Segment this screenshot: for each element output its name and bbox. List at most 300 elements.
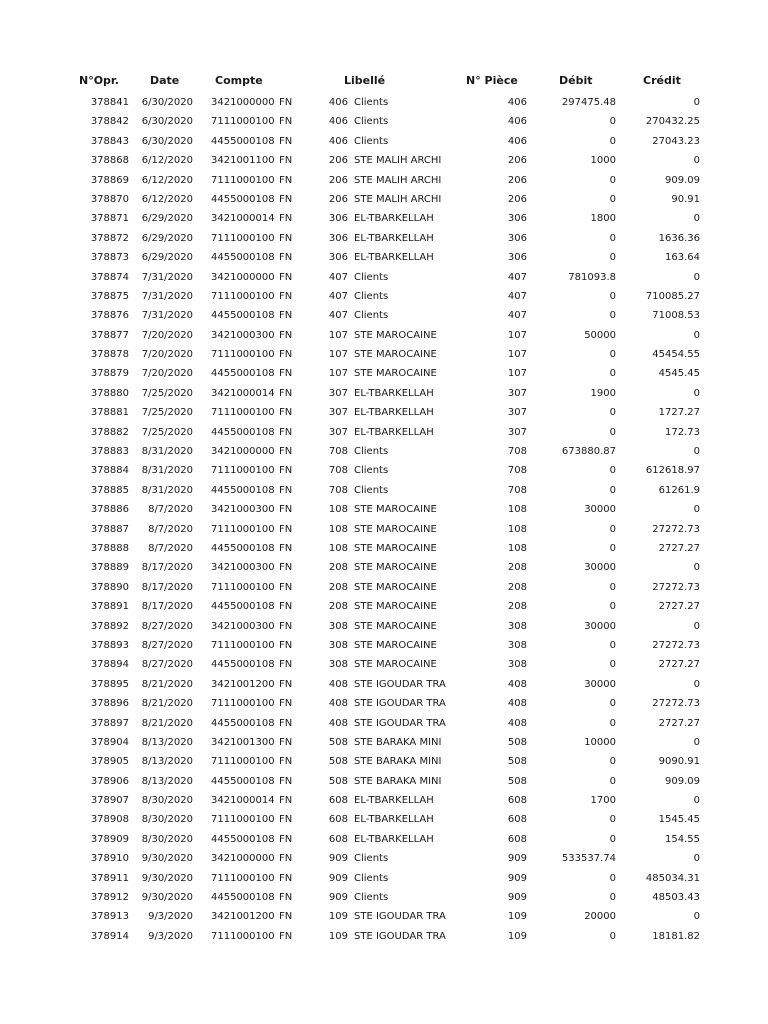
cell-journal: FN	[279, 329, 293, 341]
cell-label: EL-TBARKELLAH	[354, 232, 434, 244]
cell-date: 8/27/2020	[141, 620, 193, 632]
cell-debit: 0	[609, 698, 616, 710]
cell-account: 4455000108	[211, 542, 275, 554]
cell-piece: 708	[507, 484, 527, 496]
cell-piece: 608	[507, 814, 527, 826]
cell-num: 107	[328, 368, 348, 380]
cell-label: STE IGOUDAR TRA	[354, 698, 446, 710]
cell-credit: 0	[693, 562, 700, 574]
cell-num: 308	[328, 639, 348, 651]
cell-account: 4455000108	[211, 193, 275, 205]
cell-piece: 406	[507, 135, 527, 147]
cell-credit: 0	[693, 155, 700, 167]
cell-date: 6/30/2020	[141, 116, 193, 128]
cell-debit: 30000	[584, 678, 616, 690]
cell-journal: FN	[279, 368, 293, 380]
table-header	[0, 74, 768, 90]
table-row	[0, 773, 768, 792]
cell-label: STE IGOUDAR TRA	[354, 678, 446, 690]
cell-debit: 0	[609, 193, 616, 205]
cell-account: 7111000100	[211, 814, 275, 826]
cell-opr: 378877	[90, 329, 129, 341]
cell-opr: 378875	[90, 290, 129, 302]
cell-credit: 270432.25	[645, 116, 700, 128]
cell-journal: FN	[279, 97, 293, 108]
cell-date: 6/12/2020	[141, 155, 193, 167]
cell-piece: 206	[507, 174, 527, 186]
cell-debit: 30000	[584, 562, 616, 574]
cell-account: 7111000100	[211, 523, 275, 535]
cell-opr: 378869	[90, 174, 129, 186]
table-row	[0, 889, 768, 908]
cell-opr: 378884	[90, 465, 129, 477]
cell-date: 8/27/2020	[141, 659, 193, 671]
cell-piece: 208	[507, 581, 527, 593]
cell-piece: 206	[507, 155, 527, 167]
cell-opr: 378880	[90, 387, 129, 399]
cell-debit: 0	[609, 349, 616, 361]
cell-debit: 0	[609, 174, 616, 186]
cell-date: 8/7/2020	[148, 504, 193, 516]
cell-debit: 30000	[584, 620, 616, 632]
cell-journal: FN	[279, 930, 293, 942]
cell-debit: 0	[609, 484, 616, 496]
cell-label: STE MAROCAINE	[354, 542, 437, 554]
cell-credit: 0	[693, 911, 700, 923]
table-row	[0, 327, 768, 346]
cell-piece: 108	[507, 523, 527, 535]
cell-piece: 307	[507, 407, 527, 419]
cell-debit: 0	[609, 775, 616, 787]
cell-piece: 306	[507, 252, 527, 264]
cell-num: 308	[328, 659, 348, 671]
cell-account: 3421000000	[211, 271, 275, 283]
cell-journal: FN	[279, 639, 293, 651]
cell-journal: FN	[279, 581, 293, 593]
cell-num: 407	[328, 290, 348, 302]
cell-debit: 0	[609, 252, 616, 264]
cell-label: Clients	[354, 484, 389, 496]
cell-num: 408	[328, 717, 348, 729]
cell-piece: 408	[507, 698, 527, 710]
cell-num: 208	[328, 562, 348, 574]
cell-opr: 378870	[90, 193, 129, 205]
cell-account: 4455000108	[211, 717, 275, 729]
table-row	[0, 928, 768, 947]
cell-credit: 163.64	[665, 252, 700, 264]
cell-date: 8/13/2020	[141, 736, 193, 748]
cell-opr: 378887	[90, 523, 129, 535]
cell-journal: FN	[279, 717, 293, 729]
cell-credit: 0	[693, 504, 700, 516]
cell-num: 107	[328, 349, 348, 361]
cell-debit: 0	[609, 523, 616, 535]
cell-opr: 378910	[90, 853, 129, 865]
cell-account: 4455000108	[211, 368, 275, 380]
cell-date: 8/13/2020	[141, 775, 193, 787]
table-row	[0, 210, 768, 229]
cell-date: 6/12/2020	[141, 193, 193, 205]
cell-account: 4455000108	[211, 775, 275, 787]
cell-debit: 0	[609, 833, 616, 845]
cell-account: 3421000014	[211, 387, 275, 399]
cell-account: 3421000014	[211, 213, 275, 225]
cell-label: Clients	[354, 290, 389, 302]
cell-opr: 378908	[90, 814, 129, 826]
cell-date: 7/25/2020	[141, 426, 193, 438]
cell-label: Clients	[354, 135, 389, 147]
table-row	[0, 385, 768, 404]
cell-num: 206	[328, 193, 348, 205]
cell-debit: 30000	[584, 504, 616, 516]
cell-credit: 27272.73	[652, 698, 700, 710]
cell-credit: 4545.45	[658, 368, 700, 380]
cell-journal: FN	[279, 872, 293, 884]
cell-date: 9/30/2020	[141, 872, 193, 884]
cell-opr: 378873	[90, 252, 129, 264]
cell-account: 7111000100	[211, 930, 275, 942]
cell-date: 6/30/2020	[141, 97, 193, 108]
cell-opr: 378890	[90, 581, 129, 593]
header-libelle: Libellé	[344, 74, 386, 87]
table-row	[0, 94, 768, 113]
cell-label: STE MALIH ARCHI	[354, 193, 442, 205]
cell-journal: FN	[279, 484, 293, 496]
cell-credit: 710085.27	[645, 290, 700, 302]
cell-debit: 0	[609, 135, 616, 147]
cell-date: 6/12/2020	[141, 174, 193, 186]
cell-account: 3421001200	[211, 911, 275, 923]
cell-debit: 0	[609, 872, 616, 884]
cell-num: 306	[328, 232, 348, 244]
cell-opr: 378913	[90, 911, 129, 923]
cell-debit: 10000	[584, 736, 616, 748]
cell-num: 406	[328, 116, 348, 128]
header-date: Date	[150, 74, 180, 87]
cell-date: 6/30/2020	[141, 135, 193, 147]
cell-credit: 61261.9	[658, 484, 700, 496]
cell-account: 3421001200	[211, 678, 275, 690]
table-row	[0, 637, 768, 656]
cell-opr: 378911	[90, 872, 129, 884]
cell-journal: FN	[279, 349, 293, 361]
cell-debit: 533537.74	[561, 853, 616, 865]
cell-label: STE MAROCAINE	[354, 368, 437, 380]
cell-date: 9/3/2020	[148, 911, 193, 923]
cell-opr: 378892	[90, 620, 129, 632]
cell-account: 4455000108	[211, 484, 275, 496]
cell-credit: 45454.55	[652, 349, 700, 361]
cell-label: STE MAROCAINE	[354, 349, 437, 361]
cell-opr: 378874	[90, 271, 129, 283]
cell-credit: 2727.27	[658, 601, 700, 613]
cell-opr: 378881	[90, 407, 129, 419]
cell-journal: FN	[279, 853, 293, 865]
cell-opr: 378841	[90, 97, 129, 108]
cell-account: 3421000000	[211, 97, 275, 108]
cell-credit: 27272.73	[652, 523, 700, 535]
table-row	[0, 850, 768, 869]
cell-piece: 108	[507, 504, 527, 516]
table-row	[0, 288, 768, 307]
cell-credit: 27043.23	[652, 135, 700, 147]
cell-credit: 1727.27	[658, 407, 700, 419]
cell-date: 7/31/2020	[141, 271, 193, 283]
header-opr: N°Opr.	[79, 74, 119, 87]
cell-credit: 18181.82	[652, 930, 700, 942]
table-row	[0, 792, 768, 811]
cell-credit: 0	[693, 97, 700, 108]
table-row	[0, 133, 768, 152]
cell-num: 407	[328, 310, 348, 322]
cell-journal: FN	[279, 135, 293, 147]
cell-opr: 378895	[90, 678, 129, 690]
cell-debit: 1800	[590, 213, 616, 225]
cell-account: 7111000100	[211, 581, 275, 593]
cell-credit: 2727.27	[658, 542, 700, 554]
cell-opr: 378885	[90, 484, 129, 496]
table-body	[0, 94, 768, 947]
cell-piece: 508	[507, 736, 527, 748]
cell-debit: 0	[609, 232, 616, 244]
table-row	[0, 249, 768, 268]
cell-account: 3421000014	[211, 795, 275, 807]
cell-piece: 407	[507, 271, 527, 283]
cell-journal: FN	[279, 911, 293, 923]
cell-label: STE MALIH ARCHI	[354, 155, 442, 167]
cell-label: Clients	[354, 97, 389, 108]
cell-piece: 306	[507, 232, 527, 244]
cell-piece: 608	[507, 795, 527, 807]
cell-account: 4455000108	[211, 601, 275, 613]
cell-journal: FN	[279, 678, 293, 690]
cell-journal: FN	[279, 387, 293, 399]
cell-label: STE IGOUDAR TRA	[354, 930, 446, 942]
cell-piece: 107	[507, 329, 527, 341]
cell-journal: FN	[279, 252, 293, 264]
table-row	[0, 365, 768, 384]
cell-num: 307	[328, 426, 348, 438]
cell-opr: 378886	[90, 504, 129, 516]
cell-journal: FN	[279, 795, 293, 807]
cell-account: 3421000000	[211, 446, 275, 458]
cell-piece: 406	[507, 97, 527, 108]
cell-account: 3421000300	[211, 620, 275, 632]
cell-journal: FN	[279, 232, 293, 244]
cell-debit: 0	[609, 465, 616, 477]
table-row	[0, 559, 768, 578]
cell-date: 9/30/2020	[141, 892, 193, 904]
cell-piece: 107	[507, 349, 527, 361]
cell-account: 3421001300	[211, 736, 275, 748]
cell-date: 7/20/2020	[141, 368, 193, 380]
cell-label: STE MAROCAINE	[354, 581, 437, 593]
cell-num: 708	[328, 465, 348, 477]
table-row	[0, 152, 768, 171]
cell-piece: 508	[507, 775, 527, 787]
cell-num: 306	[328, 213, 348, 225]
cell-label: Clients	[354, 116, 389, 128]
cell-debit: 0	[609, 407, 616, 419]
cell-num: 608	[328, 814, 348, 826]
cell-num: 108	[328, 542, 348, 554]
cell-num: 408	[328, 698, 348, 710]
cell-piece: 508	[507, 756, 527, 768]
cell-credit: 154.55	[665, 833, 700, 845]
cell-date: 8/31/2020	[141, 465, 193, 477]
cell-journal: FN	[279, 833, 293, 845]
cell-journal: FN	[279, 601, 293, 613]
cell-label: STE MAROCAINE	[354, 329, 437, 341]
cell-debit: 0	[609, 639, 616, 651]
cell-credit: 0	[693, 620, 700, 632]
cell-label: Clients	[354, 310, 389, 322]
cell-credit: 71008.53	[652, 310, 700, 322]
cell-account: 3421000000	[211, 853, 275, 865]
cell-credit: 27272.73	[652, 639, 700, 651]
table-row	[0, 404, 768, 423]
cell-date: 7/25/2020	[141, 387, 193, 399]
cell-num: 109	[328, 911, 348, 923]
cell-account: 7111000100	[211, 639, 275, 651]
cell-journal: FN	[279, 407, 293, 419]
cell-journal: FN	[279, 290, 293, 302]
cell-num: 208	[328, 601, 348, 613]
cell-piece: 109	[507, 930, 527, 942]
cell-account: 3421000300	[211, 562, 275, 574]
cell-debit: 0	[609, 116, 616, 128]
cell-date: 7/20/2020	[141, 349, 193, 361]
cell-label: STE MAROCAINE	[354, 562, 437, 574]
cell-num: 708	[328, 446, 348, 458]
cell-account: 3421000300	[211, 329, 275, 341]
cell-num: 406	[328, 97, 348, 108]
cell-account: 7111000100	[211, 232, 275, 244]
cell-credit: 2727.27	[658, 659, 700, 671]
table-row	[0, 715, 768, 734]
cell-credit: 0	[693, 736, 700, 748]
cell-date: 8/31/2020	[141, 484, 193, 496]
cell-date: 9/30/2020	[141, 853, 193, 865]
cell-credit: 0	[693, 329, 700, 341]
cell-num: 307	[328, 387, 348, 399]
cell-journal: FN	[279, 504, 293, 516]
cell-date: 8/30/2020	[141, 814, 193, 826]
cell-piece: 308	[507, 659, 527, 671]
cell-debit: 781093.8	[568, 271, 616, 283]
cell-num: 109	[328, 930, 348, 942]
cell-label: Clients	[354, 271, 389, 283]
cell-account: 4455000108	[211, 426, 275, 438]
cell-piece: 909	[507, 872, 527, 884]
cell-piece: 909	[507, 892, 527, 904]
cell-piece: 407	[507, 310, 527, 322]
cell-date: 6/29/2020	[141, 213, 193, 225]
cell-piece: 307	[507, 387, 527, 399]
cell-account: 7111000100	[211, 465, 275, 477]
cell-credit: 1545.45	[658, 814, 700, 826]
cell-label: Clients	[354, 853, 389, 865]
cell-debit: 1900	[590, 387, 616, 399]
cell-opr: 378893	[90, 639, 129, 651]
cell-piece: 109	[507, 911, 527, 923]
cell-num: 408	[328, 678, 348, 690]
cell-label: STE IGOUDAR TRA	[354, 911, 446, 923]
cell-date: 8/21/2020	[141, 717, 193, 729]
cell-account: 4455000108	[211, 135, 275, 147]
cell-debit: 0	[609, 659, 616, 671]
cell-journal: FN	[279, 465, 293, 477]
cell-debit: 1000	[590, 155, 616, 167]
cell-opr: 378843	[90, 135, 129, 147]
table-row	[0, 908, 768, 927]
cell-num: 108	[328, 504, 348, 516]
cell-journal: FN	[279, 271, 293, 283]
cell-num: 909	[328, 892, 348, 904]
cell-date: 8/21/2020	[141, 678, 193, 690]
cell-label: STE MAROCAINE	[354, 523, 437, 535]
cell-account: 4455000108	[211, 892, 275, 904]
cell-journal: FN	[279, 892, 293, 904]
cell-piece: 107	[507, 368, 527, 380]
table-row	[0, 540, 768, 559]
cell-date: 8/30/2020	[141, 833, 193, 845]
cell-account: 7111000100	[211, 756, 275, 768]
cell-num: 909	[328, 853, 348, 865]
cell-account: 7111000100	[211, 116, 275, 128]
cell-journal: FN	[279, 542, 293, 554]
cell-opr: 378882	[90, 426, 129, 438]
cell-date: 8/27/2020	[141, 639, 193, 651]
cell-credit: 2727.27	[658, 717, 700, 729]
cell-debit: 297475.48	[561, 97, 616, 108]
cell-opr: 378904	[90, 736, 129, 748]
header-credit: Crédit	[643, 74, 681, 87]
cell-piece: 408	[507, 717, 527, 729]
cell-num: 108	[328, 523, 348, 535]
cell-opr: 378914	[90, 930, 129, 942]
cell-credit: 909.09	[665, 174, 700, 186]
cell-piece: 708	[507, 465, 527, 477]
table-row	[0, 656, 768, 675]
cell-credit: 9090.91	[658, 756, 700, 768]
cell-journal: FN	[279, 310, 293, 322]
table-row	[0, 618, 768, 637]
cell-num: 608	[328, 833, 348, 845]
cell-num: 206	[328, 155, 348, 167]
cell-journal: FN	[279, 193, 293, 205]
table-row	[0, 269, 768, 288]
cell-opr: 378871	[90, 213, 129, 225]
table-row	[0, 424, 768, 443]
table-row	[0, 598, 768, 617]
cell-piece: 108	[507, 542, 527, 554]
cell-debit: 0	[609, 310, 616, 322]
cell-date: 8/30/2020	[141, 795, 193, 807]
cell-journal: FN	[279, 659, 293, 671]
cell-account: 7111000100	[211, 349, 275, 361]
cell-piece: 208	[507, 601, 527, 613]
cell-label: EL-TBARKELLAH	[354, 213, 434, 225]
cell-date: 7/31/2020	[141, 310, 193, 322]
cell-journal: FN	[279, 736, 293, 748]
cell-journal: FN	[279, 775, 293, 787]
cell-num: 107	[328, 329, 348, 341]
cell-opr: 378891	[90, 601, 129, 613]
cell-opr: 378897	[90, 717, 129, 729]
cell-credit: 0	[693, 678, 700, 690]
cell-opr: 378889	[90, 562, 129, 574]
